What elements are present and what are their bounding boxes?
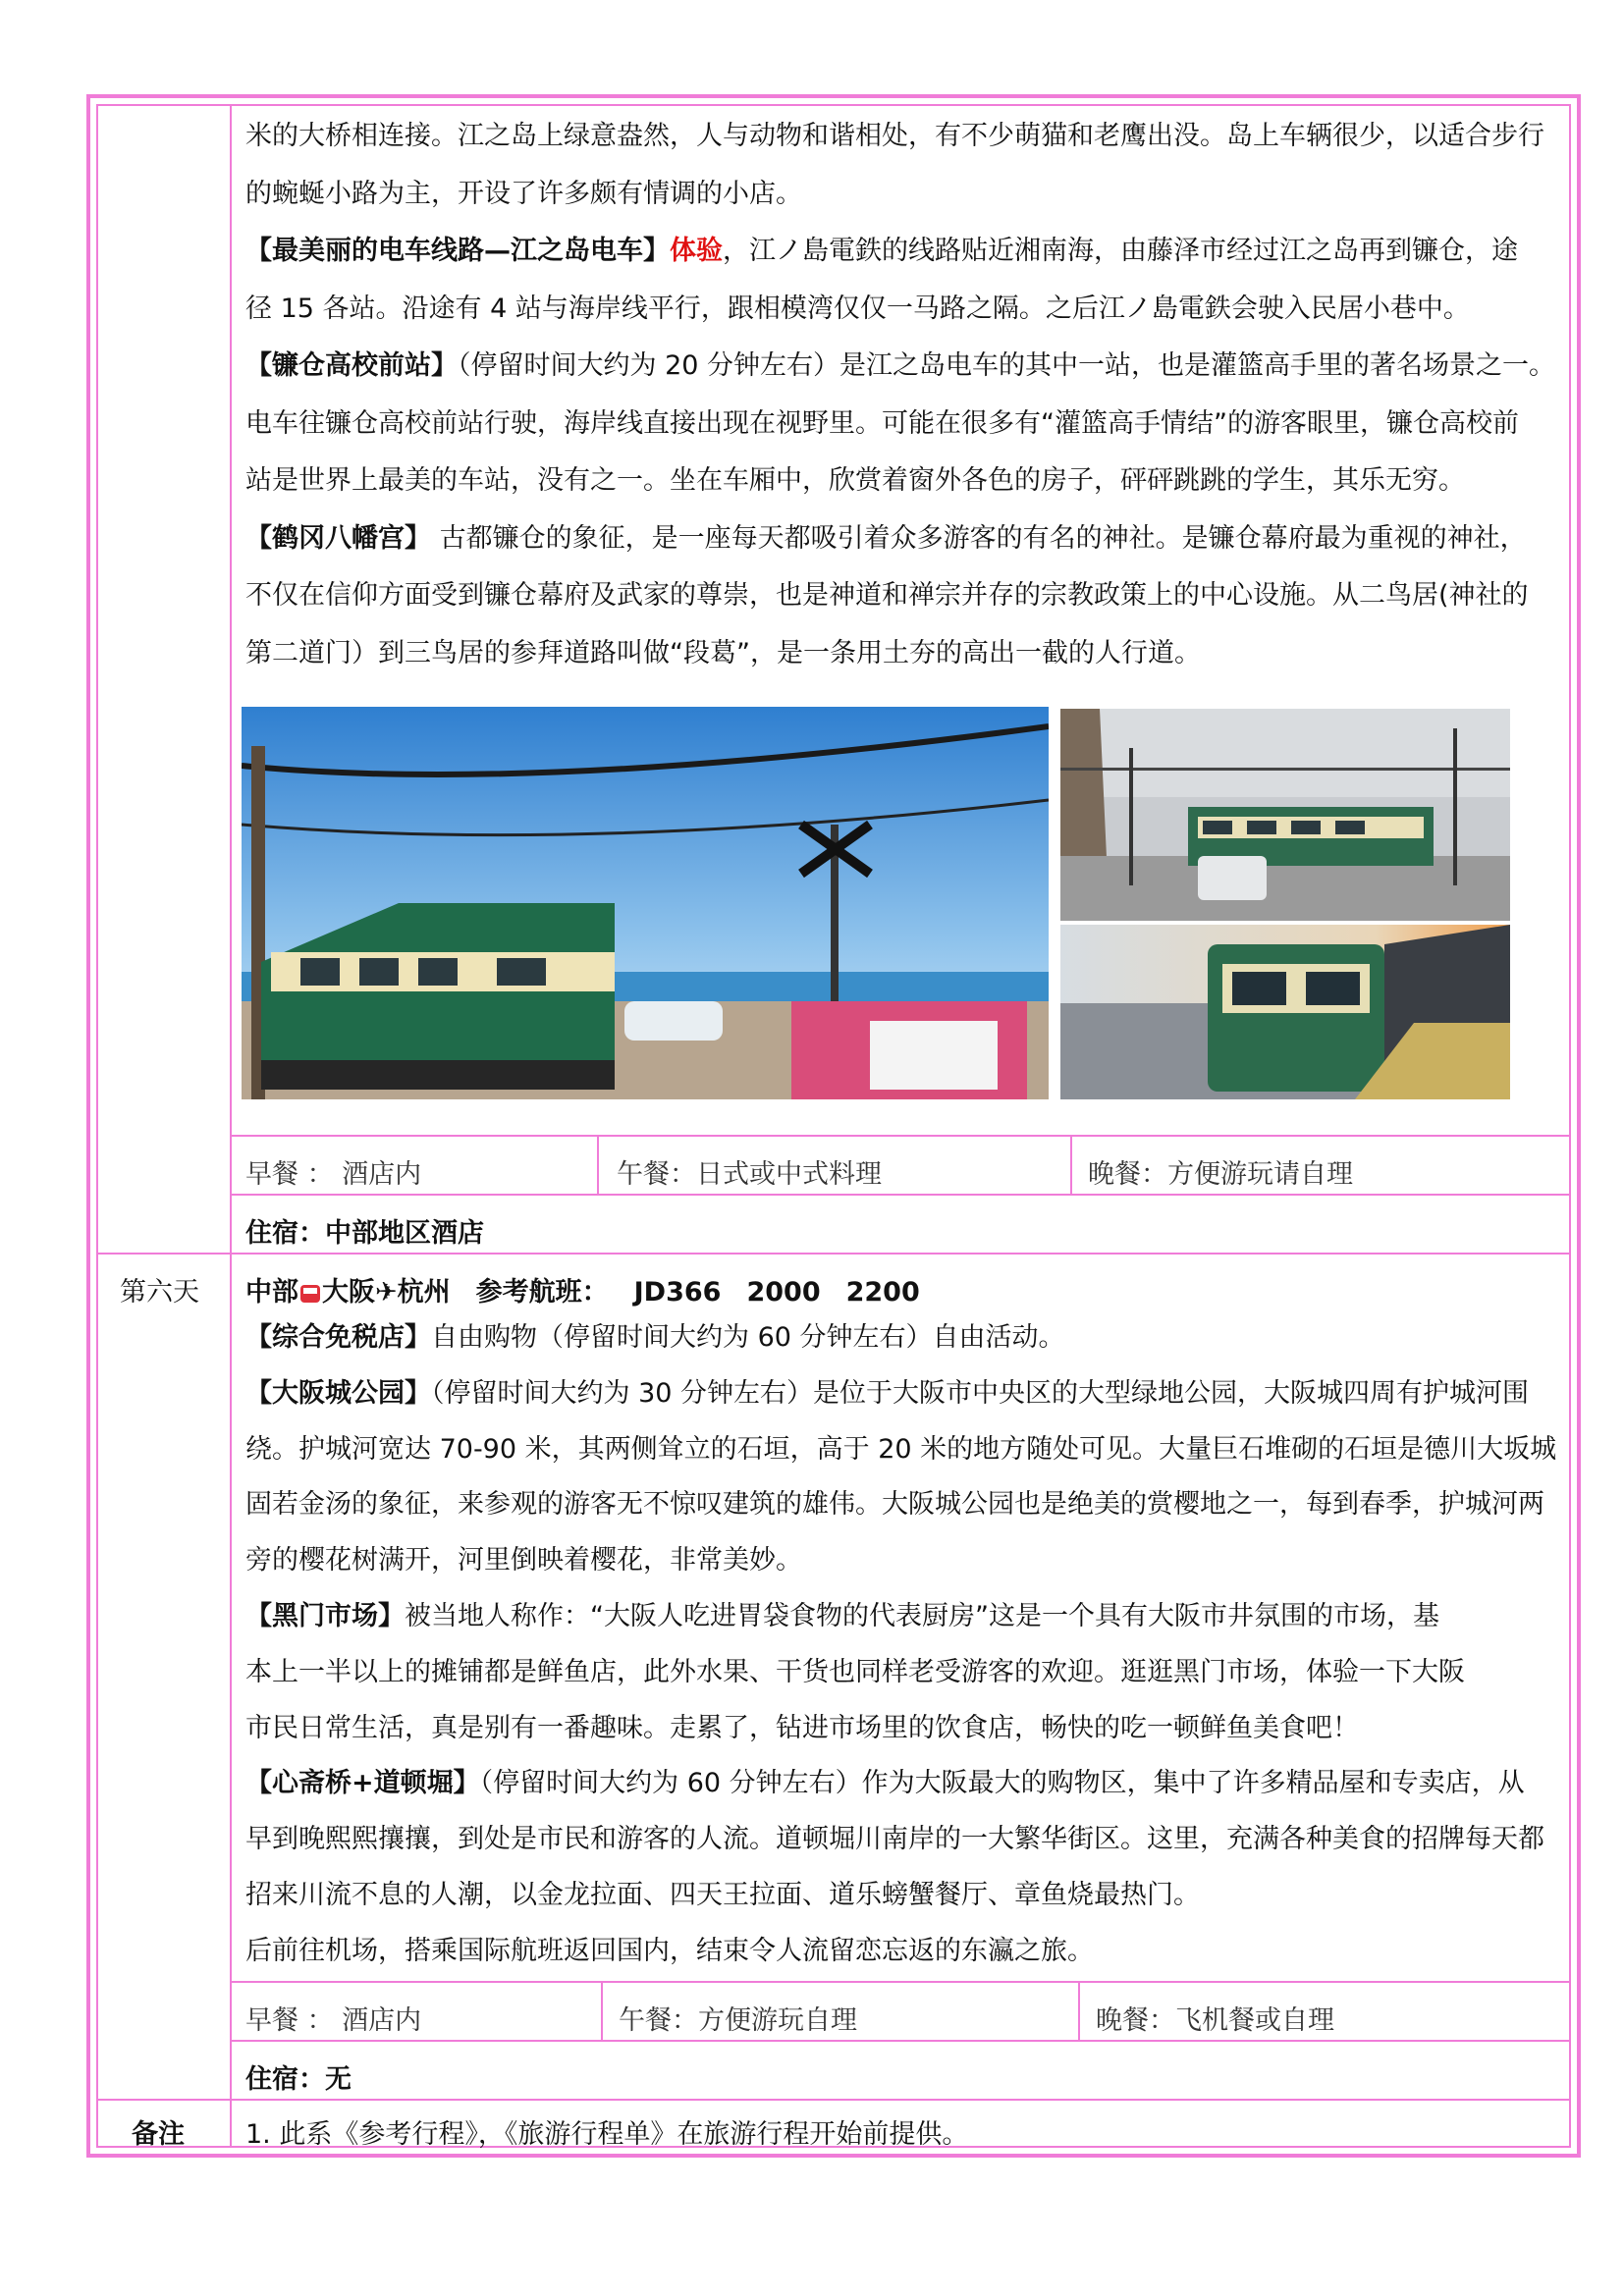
body-text: 古都镰仓的象征，是一座每天都吸引着众多游客的有名的神社。是镰仓幕府最为重视的神社， bbox=[431, 522, 1527, 554]
paragraph-line bbox=[245, 281, 1575, 339]
meal-divider bbox=[601, 1981, 603, 2040]
section-heading: 【鹤冈八幡宫】 bbox=[245, 522, 431, 554]
meal-divider bbox=[1078, 1981, 1080, 2040]
day6-route bbox=[245, 1270, 920, 1308]
photo-enoden-train-seaside bbox=[242, 707, 1049, 1099]
body-text: 自由购物（停留时间大约为 60 分钟左右）自由活动。 bbox=[431, 1322, 1065, 1353]
day5-dinner: 晚餐：方便游玩请自理 bbox=[1088, 1159, 1353, 1190]
body-text: 站是世界上最美的车站，没有之一。坐在车厢中，欣赏着窗外各色的房子，砰砰跳跳的学生，其乐无穷。 bbox=[245, 465, 1465, 496]
section-heading: 【心斋桥+道顿堀】 bbox=[245, 1768, 480, 1799]
day6-lodging: 住宿：无 bbox=[245, 2064, 352, 2095]
section-heading: 【大阪城公园】 bbox=[245, 1377, 431, 1409]
body-text: 第二道门）到三鸟居的参拜道路叫做“段葛”，是一条用土夯的高出一截的人行道。 bbox=[245, 637, 1201, 668]
day6-breakfast: 早餐 ： 酒店内 bbox=[245, 2005, 422, 2036]
body-text: 的蜿蜒小路为主，开设了许多颇有情调的小店。 bbox=[245, 178, 802, 209]
paragraph-line bbox=[245, 166, 1575, 224]
meal-divider bbox=[1070, 1135, 1072, 1194]
table-grid bbox=[96, 104, 1571, 2148]
body-text: 电车往镰仓高校前站行驶，海岸线直接出现在视野里。可能在很多有“灌篮高手情结”的游客眼里，镰仓高校前 bbox=[245, 407, 1519, 439]
paragraph-line bbox=[245, 1421, 1575, 1477]
body-text: 不仅在信仰方面受到镰仓幕府及武家的尊崇，也是神道和禅宗并存的宗教政策上的中心设施。从二鸟居(神社的 bbox=[245, 580, 1529, 611]
bus-icon bbox=[300, 1285, 320, 1303]
flight-label: 参考航班： bbox=[475, 1277, 609, 1308]
remarks-label: 备注 bbox=[132, 2119, 185, 2150]
paragraph-line bbox=[245, 1923, 1575, 1979]
day6-dinner: 晚餐：飞机餐或自理 bbox=[1096, 2005, 1334, 2036]
itinerary-table bbox=[86, 94, 1581, 2158]
body-text: ，江ノ島電鉄的线路贴近湘南海，由藤泽市经过江之岛再到镰仓，途 bbox=[723, 236, 1518, 266]
day6-lunch: 午餐：方便游玩自理 bbox=[619, 2005, 857, 2036]
column-divider bbox=[230, 106, 232, 2146]
paragraph-line bbox=[245, 1644, 1575, 1700]
highlight-text: 体验 bbox=[670, 236, 723, 266]
route-to: 杭州 bbox=[397, 1277, 451, 1308]
body-text: （停留时间大约为 20 分钟左右）是江之岛电车的其中一站，也是灌篮高手里的著名场景之一。 bbox=[458, 350, 1556, 381]
paragraph-line bbox=[245, 1532, 1575, 1588]
row-divider bbox=[230, 1981, 1569, 1983]
paragraph-line bbox=[245, 1755, 1575, 1811]
paragraph-line bbox=[245, 567, 1575, 625]
paragraph-line bbox=[245, 625, 1575, 683]
paragraph-line bbox=[245, 1700, 1575, 1756]
day-divider bbox=[98, 1253, 1569, 1255]
paragraph-line bbox=[245, 396, 1575, 454]
section-heading: 【综合免税店】 bbox=[245, 1322, 431, 1353]
body-text: 绕。护城河宽达 70-90 米，其两侧耸立的石垣，高于 20 米的地方随处可见。大量巨石堆砌的石垣是德川大坂城 bbox=[245, 1433, 1557, 1465]
plane-icon: ✈ bbox=[375, 1277, 398, 1308]
body-text: 被当地人称作：“大阪人吃进胃袋食物的代表厨房”这是一个具有大阪市井氛围的市场，基 bbox=[405, 1600, 1439, 1631]
day-divider bbox=[98, 2099, 1569, 2101]
paragraph-line bbox=[245, 108, 1575, 166]
body-text: 招来川流不息的人潮，以金龙拉面、四天王拉面、道乐螃蟹餐厅、章鱼烧最热门。 bbox=[245, 1879, 1200, 1910]
body-text: （停留时间大约为 60 分钟左右）作为大阪最大的购物区，集中了许多精品屋和专卖店，从 bbox=[479, 1768, 1525, 1799]
row-divider bbox=[230, 1135, 1569, 1137]
row-divider bbox=[230, 1194, 1569, 1196]
paragraph-line bbox=[245, 1365, 1575, 1421]
route-mid: 大阪 bbox=[322, 1277, 375, 1308]
body-text: 固若金汤的象征，来参观的游客无不惊叹建筑的雄伟。大阪城公园也是绝美的赏樱地之一，每到春季，护城河两 bbox=[245, 1489, 1544, 1521]
day5-breakfast: 早餐 ： 酒店内 bbox=[245, 1159, 422, 1190]
paragraph-line bbox=[245, 1476, 1575, 1532]
body-text: 市民日常生活，真是别有一番趣味。走累了，钻进市场里的饮食店，畅快的吃一顿鲜鱼美食吧！ bbox=[245, 1712, 1359, 1743]
paragraph-line bbox=[245, 338, 1575, 396]
paragraph-line bbox=[245, 223, 1575, 281]
flight-depart: 2000 bbox=[746, 1277, 821, 1308]
body-text: 米的大桥相连接。江之岛上绿意盎然，人与动物和谐相处，有不少萌猫和老鹰出没。岛上车辆很少，以适合步行 bbox=[245, 121, 1544, 151]
day5-lunch: 午餐：日式或中式料理 bbox=[617, 1159, 882, 1190]
paragraph-line bbox=[245, 510, 1575, 568]
section-heading: 【镰仓高校前站】 bbox=[245, 350, 458, 381]
section-heading: 【最美丽的电车线路—江之岛电车】 bbox=[245, 236, 670, 266]
paragraph-line bbox=[245, 1867, 1575, 1923]
day6-description bbox=[245, 1309, 1575, 1979]
paragraph-line bbox=[245, 1811, 1575, 1867]
paragraph-line bbox=[245, 1588, 1575, 1644]
paragraph-line bbox=[245, 1309, 1575, 1365]
photo-train-crossing bbox=[1060, 709, 1510, 921]
day5-description bbox=[245, 108, 1575, 682]
paragraph-line bbox=[245, 453, 1575, 510]
route-from: 中部 bbox=[245, 1277, 298, 1308]
day5-lodging: 住宿：中部地区酒店 bbox=[245, 1218, 484, 1249]
flight-number: JD366 bbox=[633, 1277, 722, 1308]
body-text: （停留时间大约为 30 分钟左右）是位于大阪市中央区的大型绿地公园，大阪城四周有护城河围 bbox=[431, 1377, 1530, 1409]
body-text: 旁的樱花树满开，河里倒映着樱花，非常美妙。 bbox=[245, 1545, 802, 1576]
body-text: 本上一半以上的摊铺都是鲜鱼店，此外水果、干货也同样老受游客的欢迎。逛逛黑门市场，体验一下大阪 bbox=[245, 1656, 1465, 1687]
section-heading: 【黑门市场】 bbox=[245, 1600, 405, 1631]
body-text: 径 15 各站。沿途有 4 站与海岸线平行，跟相模湾仅仅一马路之隔。之后江ノ島電鉄会驶入民居小巷中。 bbox=[245, 293, 1470, 324]
flight-arrive: 2200 bbox=[845, 1277, 920, 1308]
body-text: 早到晚熙熙攘攘，到处是市民和游客的人流。道顿堀川南岸的一大繁华街区。这里，充满各种美食的招牌每天都 bbox=[245, 1824, 1544, 1855]
meal-divider bbox=[597, 1135, 599, 1194]
day6-label: 第六天 bbox=[120, 1277, 199, 1308]
body-text: 后前往机场，搭乘国际航班返回国内，结束令人流留恋忘返的东瀛之旅。 bbox=[245, 1935, 1094, 1966]
remarks-text: 1. 此系《参考行程》，《旅游行程单》在旅游行程开始前提供。 bbox=[245, 2119, 969, 2150]
photo-train-platform-sunset bbox=[1060, 925, 1510, 1099]
row-divider bbox=[230, 2040, 1569, 2042]
